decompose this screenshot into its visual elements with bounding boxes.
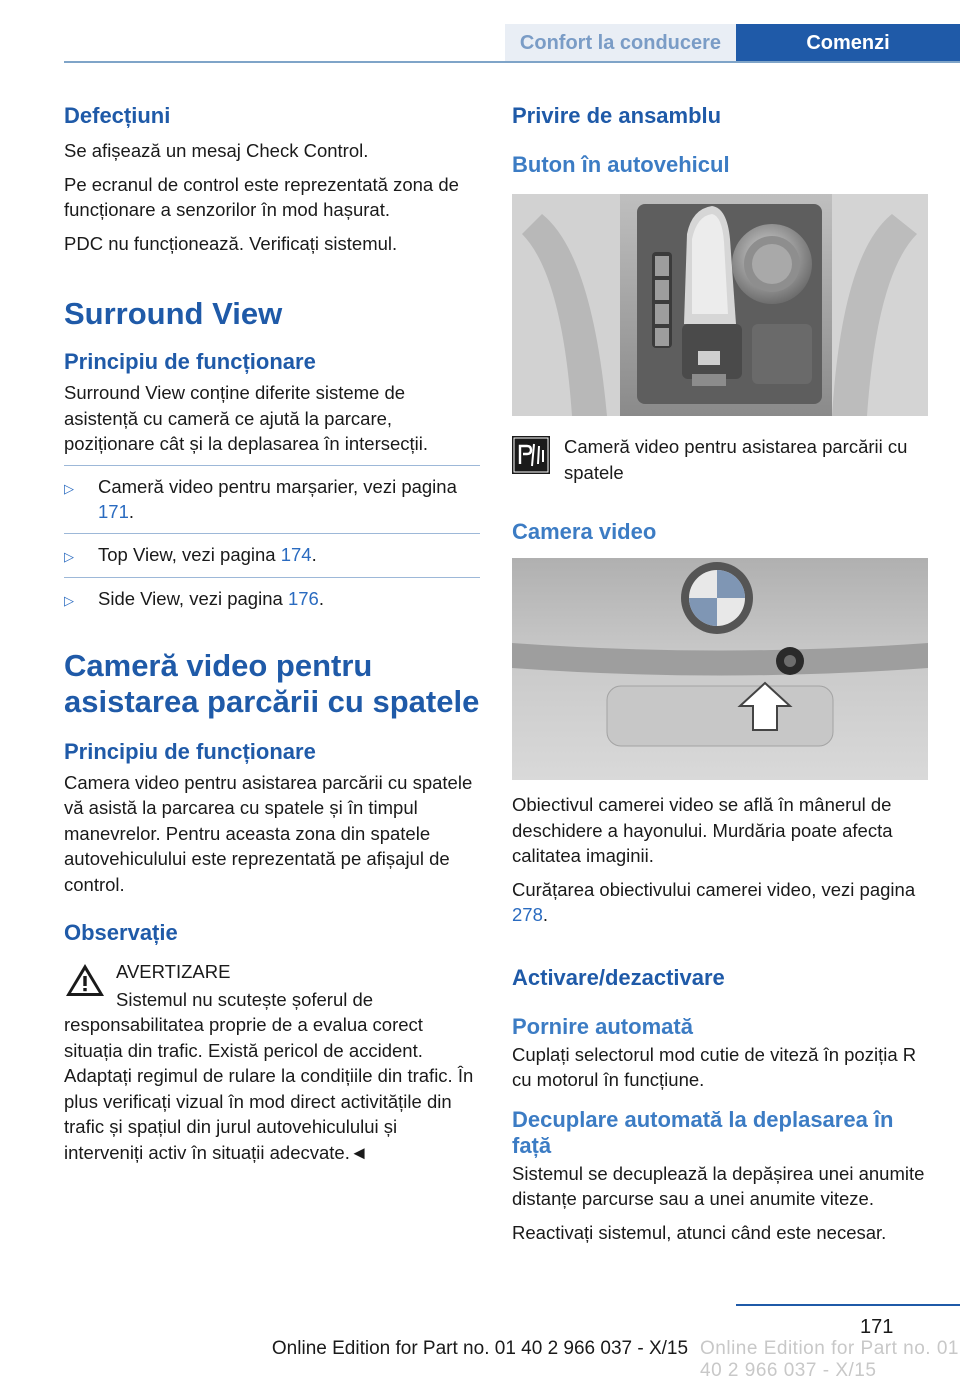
list-item-text: Top View, vezi pagina 174. bbox=[98, 543, 317, 565]
activation-title: Activare/dezactivare bbox=[512, 964, 725, 990]
page-link[interactable]: 174 bbox=[280, 543, 312, 565]
page-link[interactable]: 171 bbox=[98, 501, 129, 522]
left-column bbox=[64, 100, 480, 1165]
parking-camera-button-icon bbox=[512, 436, 550, 474]
camera-section-title: Cameră video pentru asistarea parcării cu spatele bbox=[64, 647, 480, 719]
page-link[interactable]: 176 bbox=[287, 588, 319, 609]
page-link[interactable]: 278 bbox=[512, 904, 543, 925]
button-title: Buton în autovehicul bbox=[512, 152, 730, 177]
list-item bbox=[64, 578, 480, 622]
list-item-text: Cameră video pentru marșarier, vezi pagina 171. bbox=[98, 475, 457, 522]
triangle-bullet-icon: ▷ bbox=[64, 480, 74, 496]
sv-principle-text: Surround View conține diferite sisteme de asistență cu cameră ce ajută la parcare, poziționare cât și la deplasarea în intersecții. bbox=[64, 382, 429, 454]
camera-paragraph-1: Obiectivul camerei video se află în mânerul de deschidere a hayonului. Murdăria poate afecta calitatea imaginii. bbox=[512, 794, 893, 866]
faults-paragraph-1: Se afișează un mesaj Check Control. bbox=[64, 140, 369, 161]
surround-view-title: Surround View bbox=[64, 296, 283, 331]
page-number: 171 bbox=[860, 1316, 894, 1338]
right-lower-text bbox=[512, 792, 928, 1245]
camera-title: Camera video bbox=[512, 519, 657, 544]
tab-chapter[interactable]: Comenzi bbox=[736, 24, 960, 63]
list-item-text: Side View, vezi pagina 176. bbox=[98, 588, 324, 609]
faults-paragraph-2: Pe ecranul de control este reprezentată zona de funcționare a senzorilor în mod hașurat. bbox=[64, 173, 459, 220]
warning-triangle-icon bbox=[64, 961, 106, 999]
warning-block bbox=[64, 959, 480, 1165]
note-title: Observație bbox=[64, 920, 178, 945]
auto-on-text: Cuplați selectorul mod cutie de viteză în poziția R cu motorul în funcțiune. bbox=[512, 1043, 917, 1090]
faults-title: Defecțiuni bbox=[64, 103, 171, 128]
button-caption: Cameră video pentru asistarea parcării cu spatele bbox=[564, 436, 908, 483]
sv-bullet-list bbox=[64, 465, 480, 622]
right-column bbox=[512, 100, 928, 178]
reactivate-text: Reactivați sistemul, atunci când este necesar. bbox=[512, 1221, 887, 1243]
watermark-text: Online Edition for Part no. 01 40 2 966 037 - X/15 bbox=[700, 1338, 959, 1381]
auto-on-title: Pornire automată bbox=[512, 1013, 693, 1039]
camera-paragraph-2: Curățarea obiectivului camerei video, vezi pagina 278. bbox=[512, 878, 916, 925]
triangle-bullet-icon: ▷ bbox=[64, 548, 74, 564]
triangle-bullet-icon: ▷ bbox=[64, 593, 74, 608]
auto-off-title: Decuplare automată la deplasarea în față bbox=[512, 1106, 894, 1158]
warning-text: Sistemul nu scutește șoferul de responsabilitatea proprie de a evalua corect situația din trafic. Există pericol de accident. Adaptați regimul de rulare la condițiile din trafic. În plus verificați vizual în mod direct activitățile din trafic și spațiul din jurul autovehiculului și interveniți activ în situații adecvate.◄ bbox=[64, 988, 474, 1163]
footer-rule bbox=[736, 1304, 960, 1306]
faults-paragraph-3: PDC nu funcționează. Verificați sistemul. bbox=[64, 232, 398, 254]
auto-off-text: Sistemul se decuplează la depășirea unei anumite distanțe parcurse sau a unei anumite viteze. bbox=[512, 1162, 925, 1209]
header-rule bbox=[64, 61, 960, 63]
overview-title: Privire de ansamblu bbox=[512, 103, 722, 128]
warning-label: AVERTIZARE bbox=[116, 961, 231, 982]
cam-principle-title: Principiu de funcționare bbox=[64, 738, 316, 764]
edition-text: Online Edition for Part no. 01 40 2 966 037 - X/15 bbox=[271, 1338, 689, 1359]
tab-section[interactable]: Confort la conducere bbox=[505, 24, 736, 63]
center-console-photo bbox=[512, 194, 928, 416]
list-item bbox=[64, 466, 480, 533]
sv-principle-title: Principiu de funcționare bbox=[64, 349, 316, 374]
tailgate-camera-photo bbox=[512, 558, 928, 780]
cam-principle-text: Camera video pentru asistarea parcării cu spatele vă asistă la parcarea cu spatele și în timpul manevrelor. Pentru aceasta zona din spatele autovehiculului este reprezentată pe afișajul de control. bbox=[64, 771, 473, 895]
list-item bbox=[64, 534, 480, 578]
